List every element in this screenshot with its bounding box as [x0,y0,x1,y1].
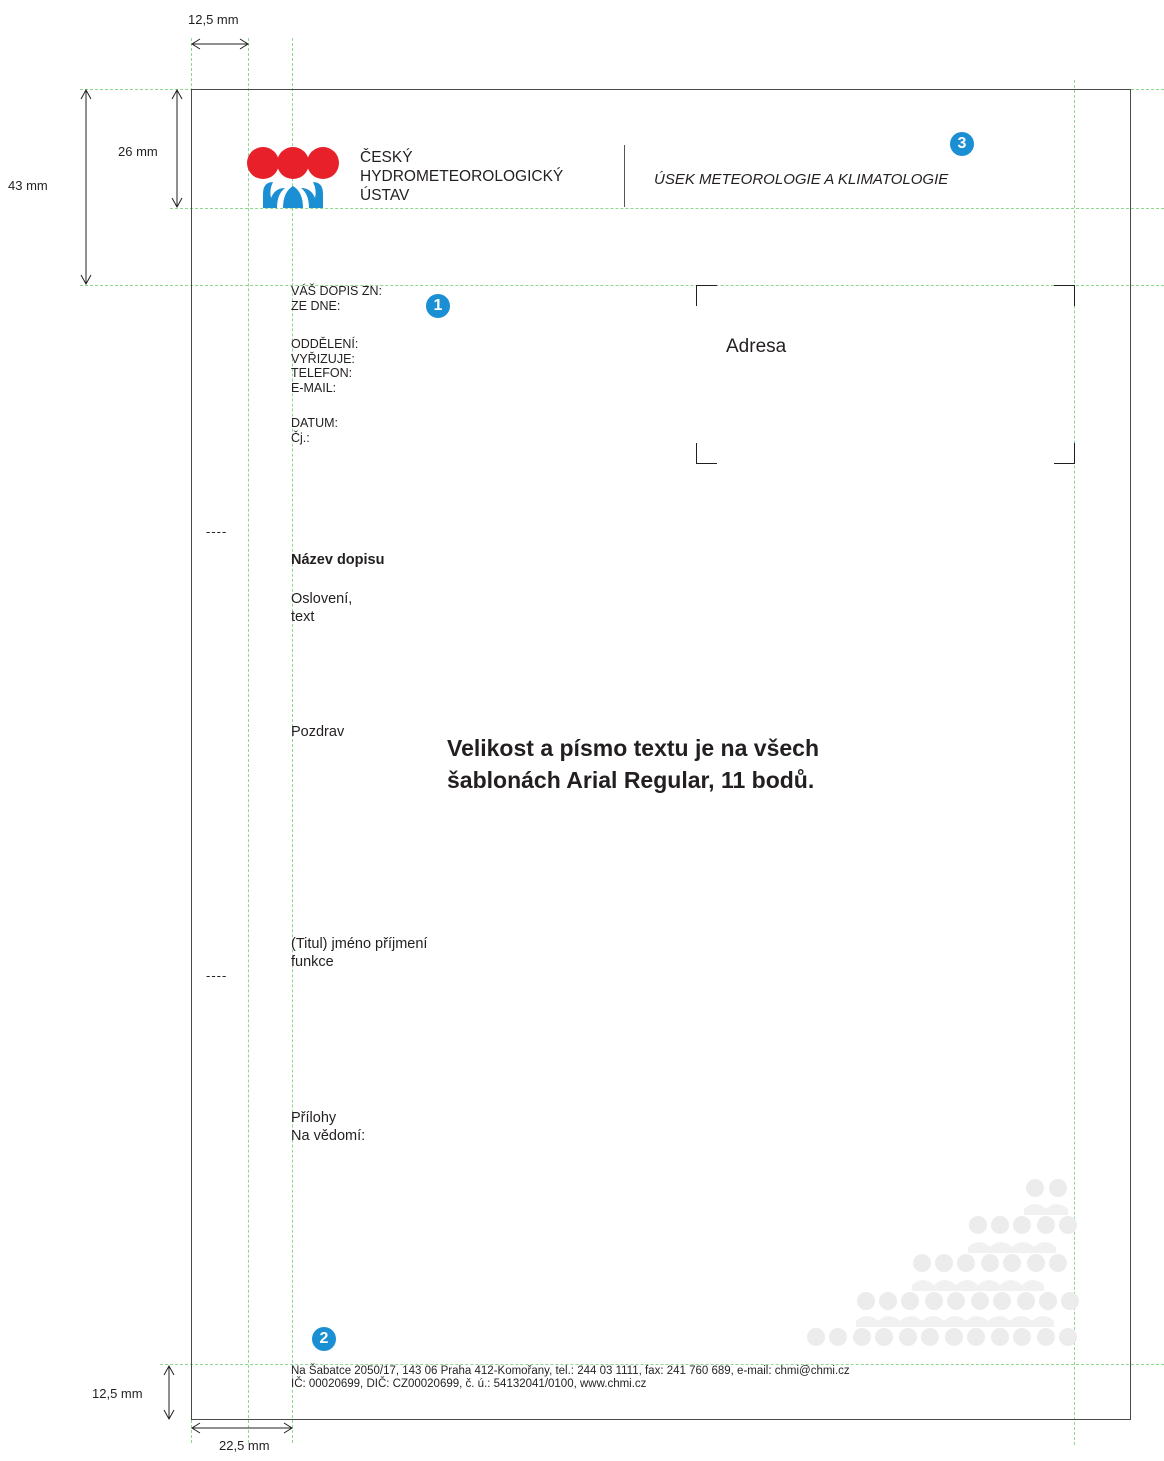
header-height-label: 26 mm [118,144,158,159]
org-name-line-1: ČESKÝ [360,149,413,166]
letter-closing: Pozdrav [291,724,345,740]
fold-mark-upper: ---- [206,524,228,539]
ref-your-letter: VÁŠ DOPIS ZN: [291,284,382,298]
font-note-line-1: Velikost a písmo textu je na všech [447,735,819,761]
text-margin-label: 22,5 mm [219,1438,270,1453]
ref-date-of: ZE DNE: [291,298,341,313]
org-name-line-3: ÚSTAV [360,187,410,204]
bottom-margin-label: 12,5 mm [92,1386,143,1401]
address-corner-tl [696,285,717,306]
attachments-label: Přílohy [291,1110,337,1126]
ref-department: ODDĚLENÍ: [291,337,359,351]
ref-handled-by: VYŘIZUJE: [291,351,355,366]
reference-block [291,284,382,445]
badge-3: 3 [950,132,974,156]
badge-1: 1 [426,294,450,318]
ref-date: DATUM: [291,416,338,430]
department-name: ÚSEK METEOROLOGIE A KLIMATOLOGIE [654,171,949,188]
ref-email: E-MAIL: [291,380,337,395]
signature-role: funkce [291,954,334,970]
org-name [360,148,563,205]
address-corner-bl [696,443,717,464]
letter-title: Název dopisu [291,552,385,568]
footer [291,1365,850,1391]
address-corner-br [1054,443,1075,464]
badge-2: 2 [312,1327,336,1351]
fold-mark-lower: ---- [206,968,228,983]
letter-attachments [291,1109,365,1145]
watermark-pattern-icon [800,1175,1080,1355]
address-corner-tr [1054,285,1075,306]
font-note-line-2: šablonách Arial Regular, 11 bodů. [447,767,815,793]
footer-address-line: Na Šabatce 2050/17, 143 06 Praha 412-Komořany, tel.: 244 03 1111, fax: 241 760 689, e-mail: chmi@chmi.cz [291,1365,850,1377]
ref-reference-number: Čj.: [291,430,310,445]
top-margin-label: 12,5 mm [188,12,239,27]
salutation-text: Oslovení, [291,591,353,607]
body-text: text [291,609,315,625]
footer-ids-line: IČ: 00020699, DIČ: CZ00020699, č. ú.: 54132041/0100, www.chmi.cz [291,1378,647,1390]
org-name-line-2: HYDROMETEOROLOGICKÝ [360,168,564,185]
chmi-logo-icon [247,146,339,212]
letter-signature [291,935,427,971]
address-top-label: 43 mm [8,178,48,193]
signature-name: (Titul) jméno příjmení [291,936,428,952]
font-note [447,732,819,796]
cc-label: Na vědomí: [291,1128,366,1144]
letter-salutation [291,590,352,626]
header-divider [624,145,625,207]
address-label: Adresa [726,336,787,357]
ref-phone: TELEFON: [291,366,353,380]
